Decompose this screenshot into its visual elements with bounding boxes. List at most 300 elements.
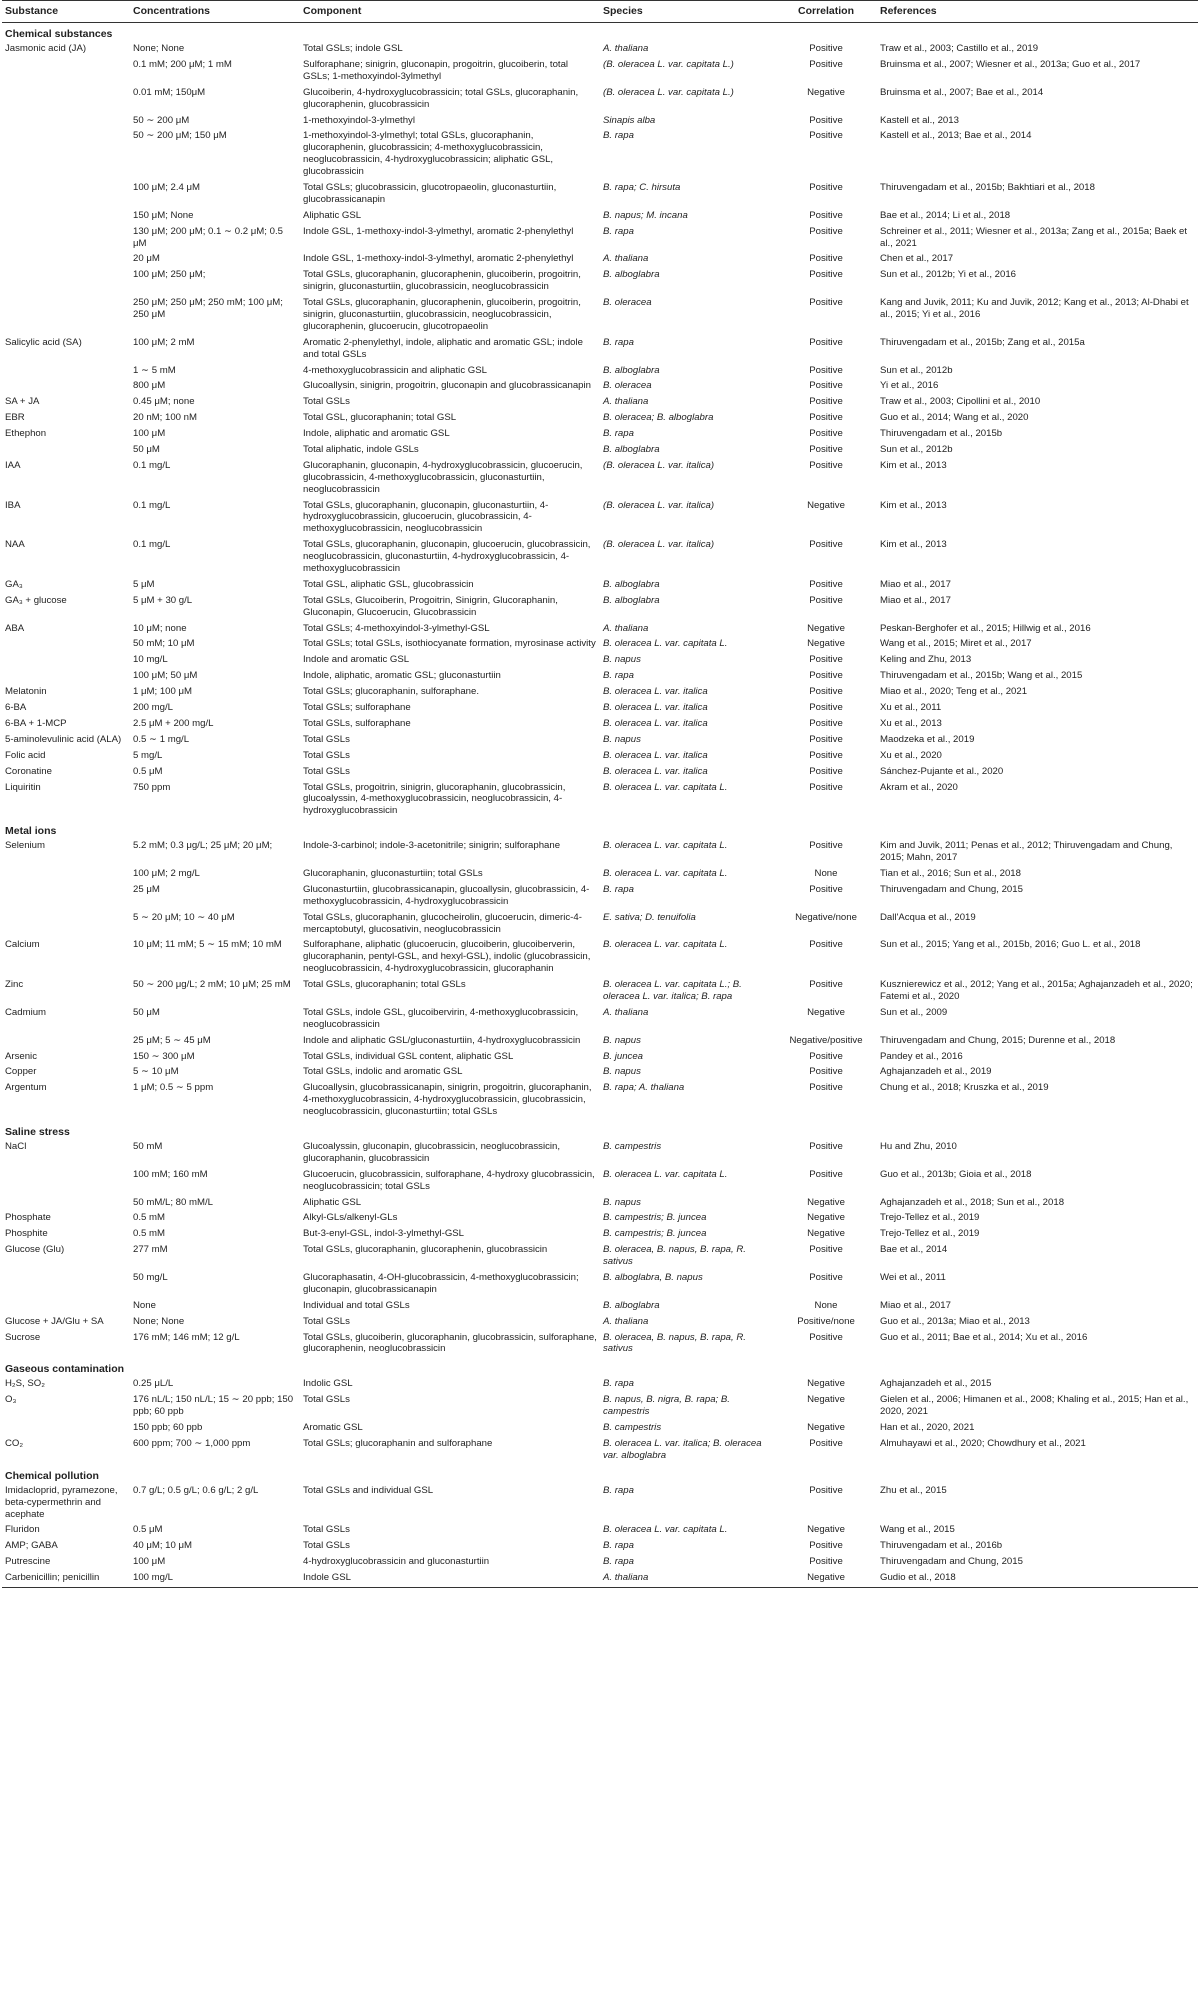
cell-substance: Zinc	[5, 979, 24, 991]
cell-species: B. napus	[603, 1196, 641, 1208]
header-row	[2, 1, 1198, 23]
cell-substance	[2, 86, 130, 114]
cell-concentrations: 0.5 ∼ 1 mg/L	[133, 733, 190, 745]
cell-component: Total GSLs; total GSLs, isothiocyanate formation, myrosinase activity	[303, 638, 596, 650]
cell-species: B. napus; M. incana	[603, 209, 688, 221]
cell-references: Thiruvengadam et al., 2015b; Bakhtiari et al., 2018	[880, 181, 1095, 193]
section-title: Chemical substances	[5, 28, 113, 41]
section-row	[2, 1121, 1198, 1140]
cell-species: A. thaliana	[603, 622, 649, 634]
cell-substance: H₂S, SO₂	[5, 1378, 45, 1390]
cell-species: E. sativa; D. tenuifolia	[603, 911, 696, 923]
table-row	[2, 911, 1198, 939]
cell-concentrations: None; None	[133, 43, 185, 55]
table-row	[2, 364, 1198, 380]
cell-species: B. oleracea L. var. italica	[603, 717, 708, 729]
cell-references: Thiruvengadam et al., 2015b	[880, 428, 1003, 440]
table-row	[2, 1140, 1198, 1168]
cell-concentrations: 0.5 mM	[133, 1212, 165, 1224]
cell-references: Guo et al., 2014; Wang et al., 2020	[880, 412, 1029, 424]
cell-concentrations: 0.1 mg/L	[133, 499, 171, 511]
cell-species: B. napus, B. nigra, B. rapa; B. campestris	[603, 1394, 730, 1418]
cell-species: B. alboglabra	[603, 444, 660, 456]
table-row	[2, 225, 1198, 253]
cell-species: B. juncea	[603, 1050, 644, 1062]
cell-substance	[2, 1271, 130, 1299]
cell-component: Total GSLs	[303, 749, 350, 761]
cell-species: B. oleracea	[603, 297, 652, 309]
cell-component: Total GSLs, indole GSL, glucoibervirin, 4-methoxyglucobrassicin, neoglucobrassicin	[303, 1006, 579, 1030]
cell-correlation: Positive/none	[797, 1315, 855, 1327]
cell-substance: 6-BA + 1-MCP	[5, 717, 67, 729]
cell-concentrations: 0.1 mg/L	[133, 539, 171, 551]
cell-species: (B. oleracea L. var. capitata L.)	[603, 58, 734, 70]
cell-references: Akram et al., 2020	[880, 781, 958, 793]
cell-concentrations: 200 mg/L	[133, 702, 174, 714]
cell-correlation: Positive	[809, 1244, 843, 1256]
cell-references: Schreiner et al., 2011; Wiesner et al., 2013a; Zang et al., 2015a; Baek et al., 2021	[880, 225, 1188, 249]
cell-concentrations: 0.25 μL/L	[133, 1378, 174, 1390]
table-row	[2, 268, 1198, 296]
cell-substance: Imidacloprid, pyramezone, beta-cypermethrin and acephate	[5, 1484, 118, 1520]
section-title: Gaseous contamination	[5, 1363, 125, 1376]
cell-correlation: Positive	[809, 336, 843, 348]
table-row	[2, 538, 1198, 578]
cell-component: Individual and total GSLs	[303, 1299, 410, 1311]
cell-substance: Fluridon	[5, 1524, 40, 1536]
cell-component: Total GSLs; glucobrassicin, glucotropaeolin, gluconasturtiin, glucobrassicanapin	[303, 181, 557, 205]
cell-component: Total GSLs, glucoraphanin, glucoraphenin, glucoiberin, progoitrin, sinigrin, gluconasturtiin, glucobrassicin, neoglucobrassicin, glucoraphenin, glucoerucin, glucotropaeolin	[303, 297, 581, 332]
cell-correlation: Positive	[809, 1331, 843, 1343]
cell-correlation: None	[814, 1299, 838, 1311]
cell-concentrations: 100 μM; 2 mg/L	[133, 867, 200, 879]
table-row	[2, 1315, 1198, 1331]
cell-correlation: Negative	[807, 1196, 845, 1208]
table-row	[2, 1571, 1198, 1587]
cell-correlation: Negative/positive	[789, 1034, 863, 1046]
cell-references: Gielen et al., 2006; Himanen et al., 2008; Khaling et al., 2015; Han et al., 2020, 2021	[880, 1394, 1189, 1418]
cell-references: Xu et al., 2011	[880, 702, 942, 714]
cell-species: B. oleracea L. var. capitata L.; B. oleracea L. var. italica; B. rapa	[603, 979, 742, 1002]
cell-concentrations: 1 ∼ 5 mM	[133, 364, 176, 376]
cell-references: Xu et al., 2013	[880, 717, 942, 729]
cell-component: Indole, aliphatic, aromatic GSL; gluconasturtiin	[303, 670, 501, 682]
table-row	[2, 839, 1198, 867]
cell-substance: Calcium	[5, 939, 40, 951]
cell-substance	[2, 181, 130, 209]
cell-references: Thiruvengadam and Chung, 2015; Durenne et al., 2018	[880, 1034, 1116, 1046]
cell-substance	[2, 268, 130, 296]
cell-concentrations: 150 ppb; 60 ppb	[133, 1422, 203, 1434]
cell-component: Total GSLs, glucoraphanin, glucoraphenin, glucobrassicin	[303, 1244, 548, 1256]
cell-component: Total GSLs	[303, 1540, 350, 1552]
cell-species: B. rapa	[603, 883, 634, 895]
cell-substance	[2, 911, 130, 939]
cell-concentrations: 40 μM; 10 μM	[133, 1540, 193, 1552]
cell-concentrations: 100 μM; 2.4 μM	[133, 181, 201, 193]
cell-substance	[2, 1168, 130, 1196]
cell-references: Chen et al., 2017	[880, 253, 954, 265]
cell-component: Gluconasturtiin, glucobrassicanapin, glucoallysin, glucobrassicin, 4-methoxyglucobrassicin, 4-hydroxyglucobrassicin	[303, 883, 590, 907]
cell-substance: Sucrose	[5, 1331, 41, 1343]
cell-correlation: Positive	[809, 1141, 843, 1153]
cell-correlation: Positive	[809, 253, 843, 265]
cell-substance	[2, 637, 130, 653]
cell-correlation: Negative	[807, 1378, 845, 1390]
cell-component: Indole GSL, 1-methoxy-indol-3-ylmethyl, aromatic 2-phenylethyl	[303, 225, 574, 237]
cell-references: Miao et al., 2017	[880, 1299, 951, 1311]
cell-correlation: Positive	[809, 733, 843, 745]
cell-concentrations: 50 mM/L; 80 mM/L	[133, 1196, 213, 1208]
cell-component: Total GSLs; indole GSL	[303, 43, 403, 55]
cell-species: B. rapa	[603, 336, 634, 348]
cell-component: Total GSLs, glucoraphanin, glucoraphenin, glucoiberin, progoitrin, sinigrin, gluconasturtiin, glucobrassicin, neoglucobrassicin	[303, 269, 581, 293]
cell-correlation: Positive	[809, 1556, 843, 1568]
cell-concentrations: 2.5 μM + 200 mg/L	[133, 717, 214, 729]
cell-component: Indole and aromatic GSL	[303, 654, 410, 666]
cell-correlation: Positive	[809, 883, 843, 895]
cell-concentrations: 10 mg/L	[133, 654, 168, 666]
cell-component: Total GSLs; glucoraphanin and sulforaphane	[303, 1437, 493, 1449]
table-row	[2, 1271, 1198, 1299]
table-row	[2, 395, 1198, 411]
cell-correlation: Positive	[809, 58, 843, 70]
cell-species: B. oleracea L. var. italica	[603, 749, 708, 761]
data-table	[2, 0, 1198, 1588]
cell-references: Keling and Zhu, 2013	[880, 654, 972, 666]
cell-species: Sinapis alba	[603, 114, 656, 126]
table-row	[2, 938, 1198, 978]
cell-substance: Cadmium	[5, 1006, 47, 1018]
cell-component: 4-methoxyglucobrassicin and aliphatic GSL	[303, 364, 487, 376]
cell-concentrations: 50 ∼ 200 μM; 150 μM	[133, 130, 227, 142]
cell-substance	[2, 867, 130, 883]
cell-species: (B. oleracea L. var. italica)	[603, 499, 715, 511]
cell-concentrations: 100 mM; 160 mM	[133, 1168, 208, 1180]
cell-concentrations: 25 μM; 5 ∼ 45 μM	[133, 1034, 211, 1046]
cell-concentrations: 100 μM; 2 mM	[133, 336, 195, 348]
table-row	[2, 252, 1198, 268]
cell-references: Thiruvengadam and Chung, 2015	[880, 1556, 1023, 1568]
cell-component: Total GSLs	[303, 396, 350, 408]
table-row	[2, 1377, 1198, 1393]
cell-references: Bae et al., 2014; Li et al., 2018	[880, 209, 1011, 221]
cell-concentrations: 250 μM; 250 μM; 250 mM; 100 μM; 250 μM	[133, 297, 283, 320]
table-row	[2, 1484, 1198, 1524]
cell-references: Maodzeka et al., 2019	[880, 733, 975, 745]
cell-references: Wei et al., 2011	[880, 1272, 946, 1284]
cell-substance	[2, 443, 130, 459]
cell-references: Tian et al., 2016; Sun et al., 2018	[880, 867, 1021, 879]
cell-substance: Jasmonic acid (JA)	[5, 43, 87, 55]
cell-species: B. oleracea L. var. italica; B. oleracea var. alboglabra	[603, 1437, 762, 1461]
cell-correlation: Negative/none	[795, 911, 857, 923]
table-row	[2, 637, 1198, 653]
cell-species: B. alboglabra	[603, 578, 660, 590]
table-row	[2, 296, 1198, 336]
cell-component: Total GSLs, Glucoiberin, Progoitrin, Sinigrin, Glucoraphanin, Gluconapin, Glucoerucin, Glucobrassicin	[303, 594, 558, 618]
table-row	[2, 129, 1198, 181]
cell-species: B. campestris	[603, 1422, 662, 1434]
cell-species: B. rapa	[603, 670, 634, 682]
cell-concentrations: 5 μM + 30 g/L	[133, 594, 193, 606]
col-header-substance: Substance	[2, 1, 130, 23]
cell-substance: Glucose (Glu)	[5, 1244, 65, 1256]
cell-species: B. alboglabra	[603, 1299, 660, 1311]
cell-substance: Liquiritin	[5, 781, 41, 793]
cell-species: B. oleracea L. var. capitata L.	[603, 781, 728, 793]
cell-component: Total GSLs, individual GSL content, aliphatic GSL	[303, 1050, 514, 1062]
cell-references: Aghajanzadeh et al., 2015	[880, 1378, 992, 1390]
cell-component: Glucoraphasatin, 4-OH-glucobrassicin, 4-methoxyglucobrassicin; gluconapin, glucobrassicanapin	[303, 1272, 579, 1295]
cell-component: Total GSLs; glucoraphanin, sulforaphane.	[303, 686, 479, 698]
table-row	[2, 1081, 1198, 1121]
table-row	[2, 883, 1198, 911]
cell-species: B. oleracea L. var. capitata L.	[603, 939, 728, 951]
cell-species: B. rapa; A. thaliana	[603, 1082, 685, 1094]
cell-component: Indole-3-carbinol; indole-3-acetonitrile; sinigrin; sulforaphane	[303, 840, 561, 852]
cell-component: Sulforaphane, aliphatic (glucoerucin, glucoiberin, glucoiberverin, glucoraphanin, pentyl-GSL, and hexyl-GSL), indolic (glucobrassicin, neoglucobrassicin, 4-hydroxyglucobrassicin, glucoraphanin	[303, 939, 591, 975]
cell-component: Glucoalyssin, gluconapin, glucobrassicin, neoglucobrassicin, glucoraphanin, glucobrassicin	[303, 1141, 561, 1164]
cell-references: Miao et al., 2017	[880, 578, 951, 590]
table-row	[2, 1393, 1198, 1421]
cell-component: Total GSLs	[303, 1524, 350, 1536]
cell-references: Wang et al., 2015; Miret et al., 2017	[880, 638, 1032, 650]
cell-correlation: Positive	[809, 130, 843, 142]
cell-concentrations: 50 ∼ 200 μM	[133, 114, 190, 126]
cell-references: Xu et al., 2020	[880, 749, 942, 761]
cell-species: A. thaliana	[603, 1315, 649, 1327]
cell-references: Yi et al., 2016	[880, 380, 939, 392]
cell-correlation: Negative	[807, 1524, 845, 1536]
cell-references: Peskan-Berghofer et al., 2015; Hillwig et al., 2016	[880, 622, 1091, 634]
cell-component: 4-hydroxyglucobrassicin and gluconasturtiin	[303, 1556, 490, 1568]
table-row	[2, 578, 1198, 594]
section-row	[2, 23, 1198, 43]
table-row	[2, 1299, 1198, 1315]
cell-species: B. oleracea	[603, 380, 652, 392]
cell-substance	[2, 883, 130, 911]
cell-correlation: Positive	[809, 765, 843, 777]
cell-component: Aliphatic GSL	[303, 1196, 362, 1208]
section-title: Metal ions	[5, 825, 57, 838]
section-title: Chemical pollution	[5, 1469, 99, 1482]
table-row	[2, 459, 1198, 499]
cell-substance	[2, 296, 130, 336]
cell-references: Guo et al., 2013b; Gioia et al., 2018	[880, 1168, 1032, 1180]
cell-substance: Melatonin	[5, 686, 47, 698]
cell-component: Aromatic GSL	[303, 1422, 363, 1434]
cell-correlation: Positive	[809, 702, 843, 714]
cell-correlation: Negative	[807, 1394, 845, 1406]
cell-component: Total GSLs, indolic and aromatic GSL	[303, 1066, 463, 1078]
col-header-component: Component	[300, 1, 600, 23]
cell-references: Sánchez-Pujante et al., 2020	[880, 765, 1004, 777]
cell-substance: GA₃	[5, 578, 23, 590]
cell-species: (B. oleracea L. var. capitata L.)	[603, 86, 734, 98]
cell-concentrations: 150 μM; None	[133, 209, 194, 221]
cell-correlation: Positive	[809, 670, 843, 682]
cell-correlation: Negative	[807, 1228, 845, 1240]
cell-substance: GA₃ + glucose	[5, 594, 67, 606]
cell-correlation: Positive	[809, 225, 843, 237]
cell-correlation: Positive	[809, 654, 843, 666]
table-row	[2, 1050, 1198, 1066]
cell-correlation: Positive	[809, 412, 843, 424]
cell-concentrations: 0.5 μM	[133, 765, 163, 777]
cell-concentrations: 20 nM; 100 nM	[133, 412, 197, 424]
cell-references: Bruinsma et al., 2007; Bae et al., 2014	[880, 86, 1044, 98]
cell-concentrations: 5 ∼ 20 μM; 10 ∼ 40 μM	[133, 911, 235, 923]
cell-correlation: Positive	[809, 594, 843, 606]
section-row	[2, 820, 1198, 839]
table-row	[2, 1034, 1198, 1050]
cell-references: Hu and Zhu, 2010	[880, 1141, 957, 1153]
cell-correlation: Positive	[809, 979, 843, 991]
cell-correlation: Positive	[809, 297, 843, 309]
cell-concentrations: 20 μM	[133, 253, 160, 265]
cell-component: Glucoraphanin, gluconasturtiin; total GSLs	[303, 867, 483, 879]
cell-component: Total GSLs, glucoraphanin, gluconapin, glucoerucin, glucobrassicin, neoglucobrassicin, gluconasturtiin, 4-hydroxyglucobrassicin, 4-methoxyglucobrassicin	[303, 539, 591, 575]
cell-concentrations: 10 μM; 11 mM; 5 ∼ 15 mM; 10 mM	[133, 939, 282, 951]
cell-component: Total aliphatic, indole GSLs	[303, 444, 419, 456]
col-header-concentrations: Concentrations	[130, 1, 300, 23]
cell-species: (B. oleracea L. var. italica)	[603, 539, 715, 551]
cell-references: Chung et al., 2018; Kruszka et al., 2019	[880, 1082, 1049, 1094]
cell-substance: Carbenicillin; penicillin	[2, 1571, 130, 1587]
table-row	[2, 765, 1198, 781]
cell-references: Thiruvengadam et al., 2015b; Zang et al., 2015a	[880, 336, 1085, 348]
cell-correlation: Negative	[807, 86, 845, 98]
cell-substance: CO₂	[5, 1437, 24, 1449]
cell-species: B. napus	[603, 1034, 641, 1046]
cell-species: B. oleracea L. var. capitata L.	[603, 867, 728, 879]
cell-species: B. alboglabra, B. napus	[603, 1272, 703, 1284]
cell-concentrations: 50 μM	[133, 444, 160, 456]
cell-species: B. rapa	[603, 225, 634, 237]
cell-species: B. oleracea L. var. italica	[603, 765, 708, 777]
cell-component: Total GSLs; sulforaphane	[303, 702, 411, 714]
cell-references: Kim et al., 2013	[880, 499, 947, 511]
table-row	[2, 1331, 1198, 1359]
cell-references: Kusznierewicz et al., 2012; Yang et al., 2015a; Aghajanzadeh et al., 2020; Fatemi et al., 2020	[880, 979, 1193, 1002]
table-row	[2, 717, 1198, 733]
table-row	[2, 42, 1198, 58]
cell-correlation: Positive	[809, 1484, 843, 1496]
cell-references: Traw et al., 2003; Castillo et al., 2019	[880, 43, 1039, 55]
cell-substance: Phosphate	[5, 1212, 51, 1224]
cell-species: B. napus	[603, 1066, 641, 1078]
cell-correlation: Negative	[775, 1571, 877, 1587]
cell-species: B. alboglabra	[603, 269, 660, 281]
cell-concentrations: None; None	[133, 1315, 185, 1327]
cell-substance: O₃	[5, 1394, 17, 1406]
cell-component: 1-methoxyindol-3-ylmethyl	[303, 114, 415, 126]
table-row	[2, 1006, 1198, 1034]
cell-concentrations: None	[133, 1299, 156, 1311]
cell-species: B. rapa	[603, 1378, 634, 1390]
cell-component: Glucoiberin, 4-hydroxyglucobrassicin; total GSLs, glucoraphanin, glucoraphenin, glucobrassicin	[303, 86, 579, 110]
cell-correlation: Positive	[809, 1066, 843, 1078]
cell-species: B. oleracea L. var. capitata L.	[603, 638, 728, 650]
cell-substance: SA + JA	[5, 396, 40, 408]
col-header-references: References	[877, 1, 1198, 23]
table-row	[2, 867, 1198, 883]
table-row	[2, 701, 1198, 717]
cell-substance: Selenium	[5, 840, 45, 852]
table-row	[2, 209, 1198, 225]
cell-species: B. rapa	[603, 130, 634, 142]
cell-correlation: Positive	[809, 181, 843, 193]
cell-correlation: Positive	[809, 717, 843, 729]
cell-substance: Ethephon	[5, 428, 47, 440]
cell-concentrations: 25 μM	[133, 883, 160, 895]
cell-component: Glucoallysin, glucobrassicanapin, sinigrin, progoitrin, glucoraphanin, 4-methoxyglucobrassicin, 4-hydroxyglucobrassicin, glucobrassicin, neoglucobrassicin, gluconasturtiin; total GSLs	[303, 1082, 592, 1118]
cell-substance: Arsenic	[5, 1050, 37, 1062]
cell-correlation: Positive	[809, 1540, 843, 1552]
table-row	[2, 1555, 1198, 1571]
cell-correlation: Positive	[809, 781, 843, 793]
table-row	[2, 499, 1198, 539]
cell-concentrations: 750 ppm	[133, 781, 171, 793]
cell-species: B. oleracea L. var. capitata L.	[603, 1168, 728, 1180]
cell-substance	[2, 1421, 130, 1437]
cell-concentrations: 5 μM	[133, 578, 155, 590]
cell-correlation: Positive	[809, 269, 843, 281]
cell-species: A. thaliana	[603, 253, 649, 265]
cell-references: Aghajanzadeh et al., 2018; Sun et al., 2018	[880, 1196, 1065, 1208]
cell-references: Sun et al., 2012b	[880, 444, 953, 456]
cell-substance: IAA	[5, 459, 21, 471]
table-row	[2, 1243, 1198, 1271]
cell-component: Total GSL, glucoraphanin; total GSL	[303, 412, 457, 424]
table-row	[2, 379, 1198, 395]
cell-concentrations: 0.7 g/L; 0.5 g/L; 0.6 g/L; 2 g/L	[133, 1484, 259, 1496]
cell-species: B. oleracea, B. napus, B. rapa, R. sativus	[603, 1244, 746, 1268]
cell-references: Sun et al., 2012b	[880, 364, 953, 376]
table-row	[2, 1196, 1198, 1212]
table-row	[2, 781, 1198, 821]
table-row	[2, 1437, 1198, 1465]
table-row	[2, 443, 1198, 459]
cell-references: Kim et al., 2013	[880, 539, 947, 551]
cell-component: 1-methoxyindol-3-ylmethyl; total GSLs, glucoraphanin, glucoraphenin, glucobrassicin; 4-methoxyglucobrassicin, neoglucobrassicin, 4-hydroxyglucobrassicin; aliphatic GSL, glucobrassicin	[303, 130, 554, 178]
cell-species: B. rapa	[603, 428, 634, 440]
cell-references: Zhu et al., 2015	[880, 1484, 947, 1496]
table-row	[2, 1523, 1198, 1539]
cell-correlation: Positive	[809, 749, 843, 761]
cell-species: (B. oleracea L. var. italica)	[603, 459, 715, 471]
col-header-correlation: Correlation	[775, 1, 877, 23]
cell-component: Total GSLs, glucoraphanin, gluconapin, gluconasturtiin, 4-hydroxyglucobrassicin, glucoerucin, glucobrassicin, 4-methoxyglucobrassicin, neoglucobrassicin	[303, 499, 549, 535]
cell-species: B. oleracea L. var. italica	[603, 686, 708, 698]
cell-correlation: Positive	[809, 1050, 843, 1062]
cell-substance	[2, 129, 130, 181]
cell-component: Total GSLs and individual GSL	[303, 1484, 434, 1496]
table-row	[2, 1211, 1198, 1227]
cell-species: B. napus	[603, 654, 641, 666]
col-header-species: Species	[600, 1, 775, 23]
cell-substance: IBA	[5, 499, 21, 511]
cell-references: Trejo-Tellez et al., 2019	[880, 1228, 980, 1240]
cell-concentrations: 1 μM; 100 μM	[133, 686, 193, 698]
cell-correlation: Positive	[809, 1437, 843, 1449]
cell-species: B. oleracea L. var. capitata L.	[603, 1524, 728, 1536]
cell-references: Bruinsma et al., 2007; Wiesner et al., 2013a; Guo et al., 2017	[880, 58, 1141, 70]
cell-references: Kang and Juvik, 2011; Ku and Juvik, 2012; Kang et al., 2013; Al-Dhabi et al., 2015; Yi et al., 2016	[880, 297, 1189, 320]
cell-substance	[2, 114, 130, 130]
section-title: Saline stress	[5, 1126, 70, 1138]
